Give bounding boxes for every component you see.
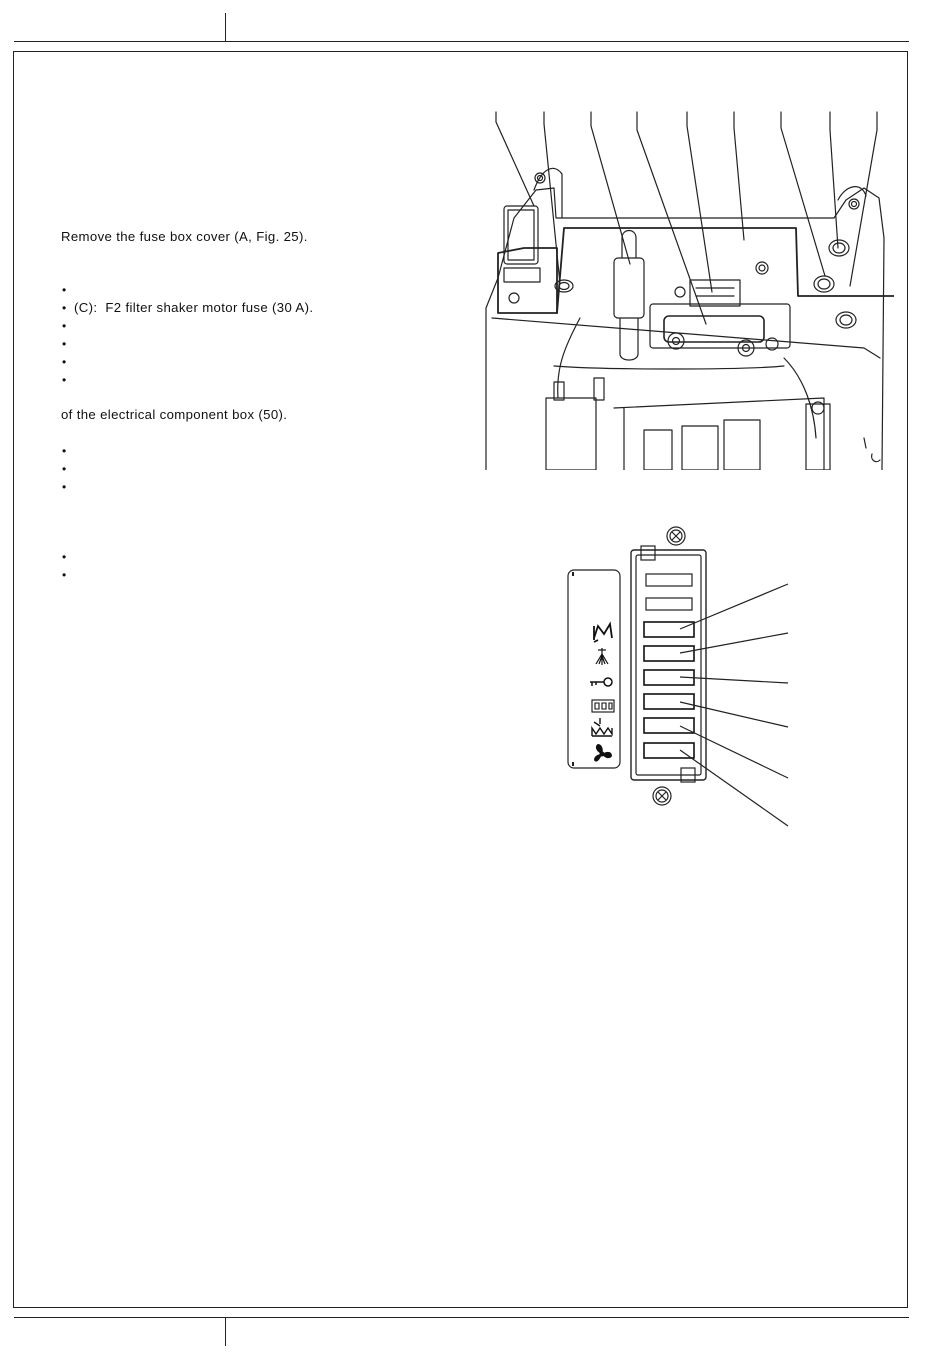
bullet: • xyxy=(62,319,67,333)
bullet: • xyxy=(62,373,67,387)
fan-icon xyxy=(594,744,612,762)
bullet: • xyxy=(62,301,67,315)
bullet: • xyxy=(62,283,67,297)
bullet: • xyxy=(62,355,67,369)
fuse-slot xyxy=(644,622,694,637)
brush-motor-icon xyxy=(594,624,612,642)
component-box-text: of the electrical component box (50). xyxy=(61,407,288,422)
vacuum-motor-icon xyxy=(592,718,612,736)
bullet: • xyxy=(62,550,67,564)
fuse-slot xyxy=(644,718,694,733)
bullet: • xyxy=(62,568,67,582)
instruction-text: Remove the fuse box cover (A, Fig. 25). xyxy=(61,229,308,244)
bullet: • xyxy=(62,480,67,494)
bullet: • xyxy=(62,462,67,476)
list-item: (C): F2 filter shaker motor fuse (30 A). xyxy=(74,300,314,315)
header-divider xyxy=(225,13,226,41)
fuse-slot xyxy=(644,646,694,661)
key-icon xyxy=(590,678,612,686)
display-icon xyxy=(592,700,614,712)
bullet: • xyxy=(62,444,67,458)
footer-divider xyxy=(225,1318,226,1346)
fuse-slot xyxy=(644,743,694,758)
header-rule xyxy=(14,41,909,42)
spray-icon xyxy=(596,648,608,665)
bullet: • xyxy=(62,337,67,351)
fuse-box-figure xyxy=(484,108,894,470)
fuse-callouts xyxy=(680,584,788,826)
fuse-panel-label xyxy=(566,568,622,770)
footer-rule xyxy=(14,1317,909,1318)
fuse-panel-figure xyxy=(622,522,794,830)
fuse-slots xyxy=(644,622,694,758)
fuse-slot xyxy=(644,694,694,709)
